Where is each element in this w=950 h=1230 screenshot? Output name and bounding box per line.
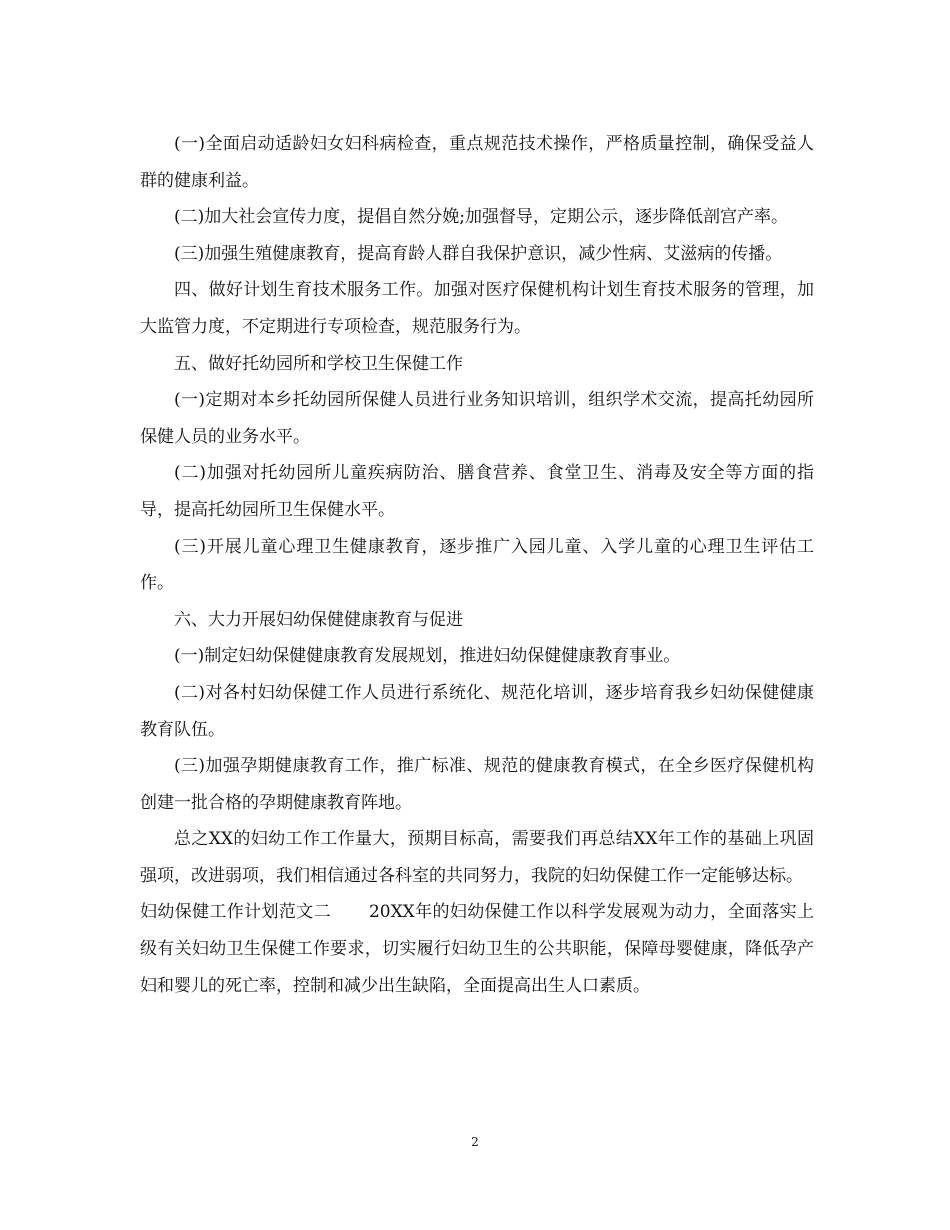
paragraph-2: (二)加大社会宣传力度，提倡自然分娩;加强督导，定期公示，逐步降低剖宫产率。: [174, 207, 788, 228]
paragraph-7: (二)加强对托幼园所儿童疾病防治、膳食营养、食堂卫生、消毒及安全等方面的指导，提高托幼园所卫生保健水平。: [140, 463, 814, 520]
paragraph-11: (二)对各村妇幼保健工作人员进行系统化、规范化培训，逐步培育我乡妇幼保健健康教育队伍。: [140, 682, 814, 740]
paragraph-10: (一)制定妇幼保健健康教育发展规划，推进妇幼保健健康教育事业。: [174, 646, 681, 667]
section-heading-5: 五、做好托幼园所和学校卫生保健工作: [174, 353, 463, 374]
final-heading: 妇幼保健工作计划范文二: [140, 902, 331, 923]
paragraph-12: (三)加强孕期健康教育工作，推广标准、规范的健康教育模式，在全乡医疗保健机构创建一批合格的孕期健康教育阵地。: [140, 756, 814, 813]
document-body: [140, 126, 814, 1004]
final-paragraph: [140, 894, 814, 1004]
paragraph-8: (三)开展儿童心理卫生健康教育，逐步推广入园儿童、入学儿童的心理卫生评估工作。: [140, 536, 814, 594]
paragraph-4: 四、做好计划生育技术服务工作。加强对医疗保健机构计划生育技术服务的管理，加大监管力度，不定期进行专项检查，规范服务行为。: [140, 280, 814, 337]
paragraph-3: (三)加强生殖健康教育，提高育龄人群自我保护意识，减少性病、艾滋病的传播。: [174, 243, 783, 264]
summary-paragraph: 总之XX的妇幼工作工作量大，预期目标高，需要我们再总结XX年工作的基础上巩固强项，改进弱项，我们相信通过各科室的共同努力，我院的妇幼保健工作一定能够达标。: [140, 829, 814, 886]
page-number: 2: [471, 1135, 479, 1149]
paragraph-6: (一)定期对本乡托幼园所保健人员进行业务知识培训，组织学术交流，提高托幼园所保健人员的业务水平。: [140, 390, 814, 447]
final-text: 20XX年的妇幼保健工作以科学发展观为动力，全面落实上级有关妇幼卫生保健工作要求，切实履行妇幼卫生的公共职能，保障母婴健康，降低孕产妇和婴儿的死亡率，控制和减少出生缺陷，全面提高出生人口素质。: [140, 902, 814, 996]
paragraph-1: (一)全面启动适龄妇女妇科病检查，重点规范技术操作，严格质量控制，确保受益人群的健康利益。: [140, 134, 814, 191]
section-heading-6: 六、大力开展妇幼保健健康教育与促进: [174, 609, 463, 630]
